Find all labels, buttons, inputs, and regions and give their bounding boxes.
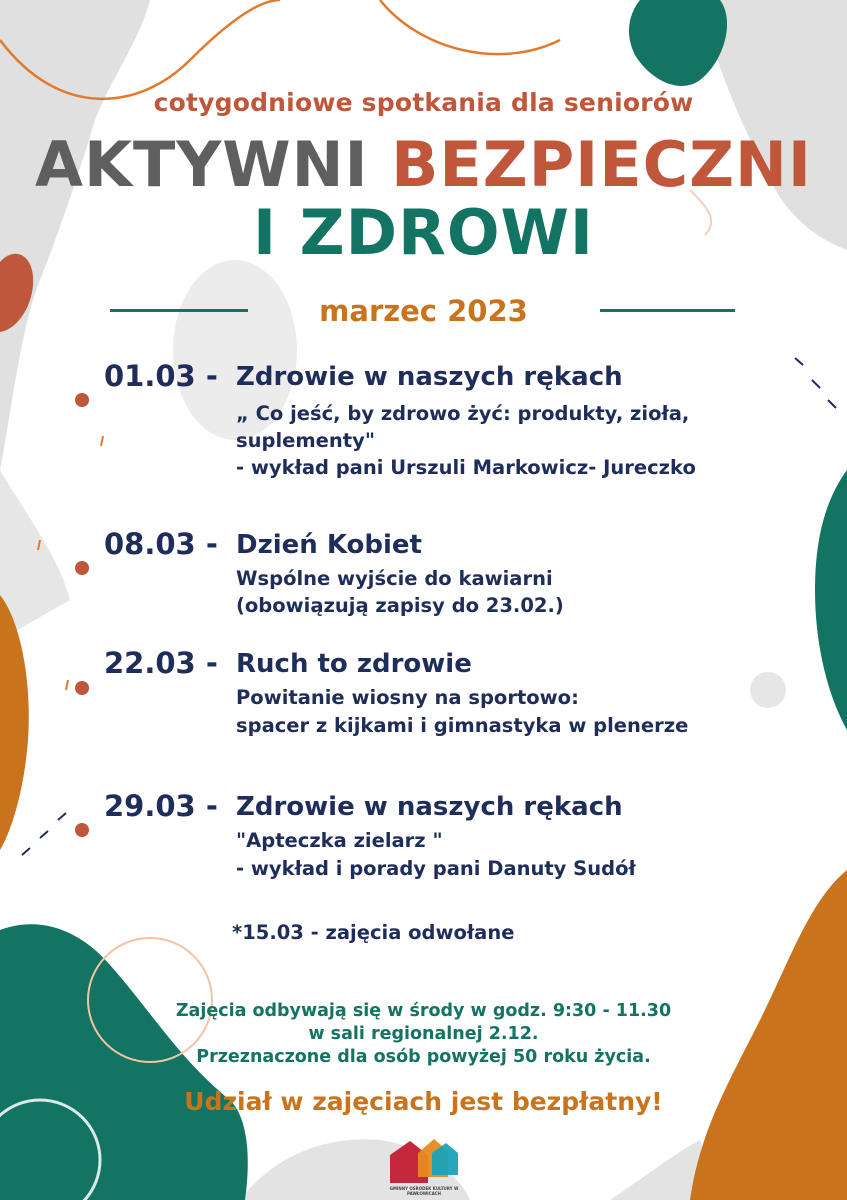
month-label: marzec 2023 [319, 294, 528, 328]
title-word-bezpieczni: BEZPIECZNI [391, 128, 812, 201]
event-heading: Zdrowie w naszych rękach [236, 792, 623, 822]
rust-dot-1 [75, 393, 89, 407]
event-description-line: - wykład pani Urszuli Markowicz- Jureczko [236, 456, 696, 479]
event-heading: Dzień Kobiet [236, 530, 422, 560]
event-heading: Zdrowie w naszych rękach [236, 362, 623, 392]
free-participation-notice: Udział w zajęciach jest bezpłatny! [184, 1087, 663, 1116]
event-description-line: spacer z kijkami i gimnastyka w plenerze [236, 714, 689, 737]
event-description-line: Wspólne wyjście do kawiarni [236, 567, 553, 590]
event-date: 22.03 - [104, 646, 218, 680]
event-description-line: - wykład i porady pani Danuty Sudół [236, 857, 636, 880]
event-description-line: (obowiązują zapisy do 23.02.) [236, 594, 564, 617]
event-date: 08.03 - [104, 527, 218, 561]
title-line-2: I ZDROWI [253, 196, 594, 269]
event-description-line: "Apteczka zielarz " [236, 829, 443, 852]
divider-right [600, 309, 735, 312]
orange-blob-left [0, 595, 29, 850]
rust-dot-2 [75, 561, 89, 575]
subtitle: cotygodniowe spotkania dla seniorów [153, 88, 694, 117]
logo-caption: GMINNY OŚRODEK KULTURY W PAWŁOWICACH [389, 1186, 459, 1196]
event-date: 01.03 - [104, 359, 218, 393]
title-line-1 [0, 128, 847, 201]
info-line: Zajęcia odbywają się w środy w godz. 9:30 - 11.30 [175, 1001, 672, 1021]
grey-dot [750, 672, 786, 708]
event-heading: Ruch to zdrowie [236, 649, 472, 679]
cancellation-note: *15.03 - zajęcia odwołane [232, 921, 515, 944]
event-date: 29.03 - [104, 789, 218, 823]
teal-blob-top-right [629, 0, 727, 86]
event-description-line: suplementy" [236, 429, 375, 452]
rust-dot-3 [75, 681, 89, 695]
event-description-line: „ Co jeść, by zdrowo żyć: produkty, zioła, [236, 402, 690, 425]
rust-dot-4 [75, 823, 89, 837]
info-line: w sali regionalnej 2.12. [308, 1024, 539, 1044]
info-line: Przeznaczone dla osób powyżej 50 roku życia. [196, 1047, 651, 1067]
teal-blob-right [815, 470, 847, 730]
event-description-line: Powitanie wiosny na sportowo: [236, 686, 579, 709]
title-word-aktywni: AKTYWNI [35, 128, 369, 201]
